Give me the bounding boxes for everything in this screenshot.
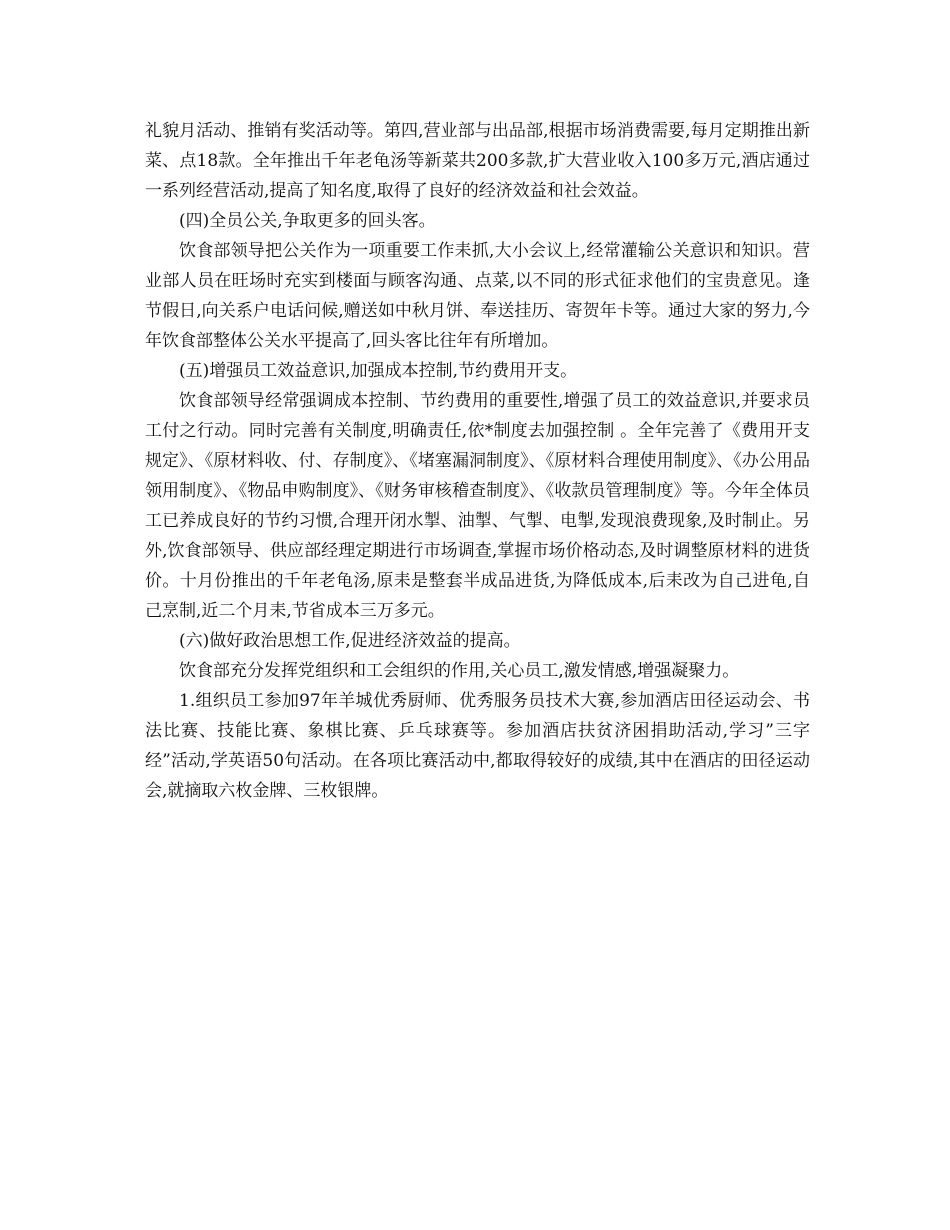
paragraph-continuation: 礼貌月活动、推销有奖活动等。第四,营业部与出品部,根据市场消费需要,每月定期推出新菜、点18款。全年推出千年老龟汤等新菜共200多款,扩大营业收入100多万元,酒店通过一系列经营活动,提高了知名度,取得了良好的经济效益和社会效益。: [145, 121, 810, 201]
paragraph-cost-control: 饮食部领导经常强调成本控制、节约费用的重要性,增强了员工的效益意识,并要求员工付之行动。同时完善有关制度,明确责任,依*制度去加强控制 。全年完善了《费用开支规定》、《原材料收、付、存制度》、《堵塞漏洞制度》、《原材料合理使用制度》、《办公用品领用制度》、《物品申购制度》、《财务审核稽查制度》、《收款员管理制度》等。今年全体员工已养成良好的节约习惯,合理开闭水掣、油掣、气掣、电掣,发现浪费现象,及时制止。另外,饮食部领导、供应部经理定期进行市场调查,掌握市场价格动态,及时调整原材料的进货价。十月份推出的千年老龟汤,原耒是整套半成品进货,为降低成本,后耒改为自己进龟,自己烹制,近二个月耒,节省成本三万多元。: [145, 391, 810, 621]
section-heading-4: (四)全员公关,争取更多的回头客。: [179, 211, 436, 231]
list-item-1: 1.组织员工参加97年羊城优秀厨师、优秀服务员技术大赛,参加酒店田径运动会、书法比赛、技能比赛、象棋比赛、乒乓球赛等。参加酒店扶贫济困捐助活动,学习”三字经”活动,学英语50句活动。在各项比赛活动中,都取得较好的成绩,其中在酒店的田径运动会,就摘取六枚金牌、三枚银牌。: [145, 691, 810, 801]
document-body: [145, 116, 810, 806]
section-heading-6: (六)做好政治思想工作,促进经济效益的提高。: [179, 631, 521, 651]
paragraph-public-relations: 饮食部领导把公关作为一项重要工作耒抓,大小会议上,经常灌输公关意识和知识。营业部人员在旺场时充实到楼面与顾客沟通、点菜,以不同的形式征求他们的宝贵意见。逢节假日,向关系户电话问候,赠送如中秋月饼、奉送挂历、寄贺年卡等。通过大家的努力,今年饮食部整体公关水平提高了,回头客比往年有所增加。: [145, 241, 810, 351]
section-heading-5: (五)增强员工效益意识,加强成本控制,节约费用开支。: [179, 361, 578, 381]
paragraph-party-union: 饮食部充分发挥党组织和工会组织的作用,关心员工,激发情感,增强凝聚力。: [179, 661, 740, 681]
